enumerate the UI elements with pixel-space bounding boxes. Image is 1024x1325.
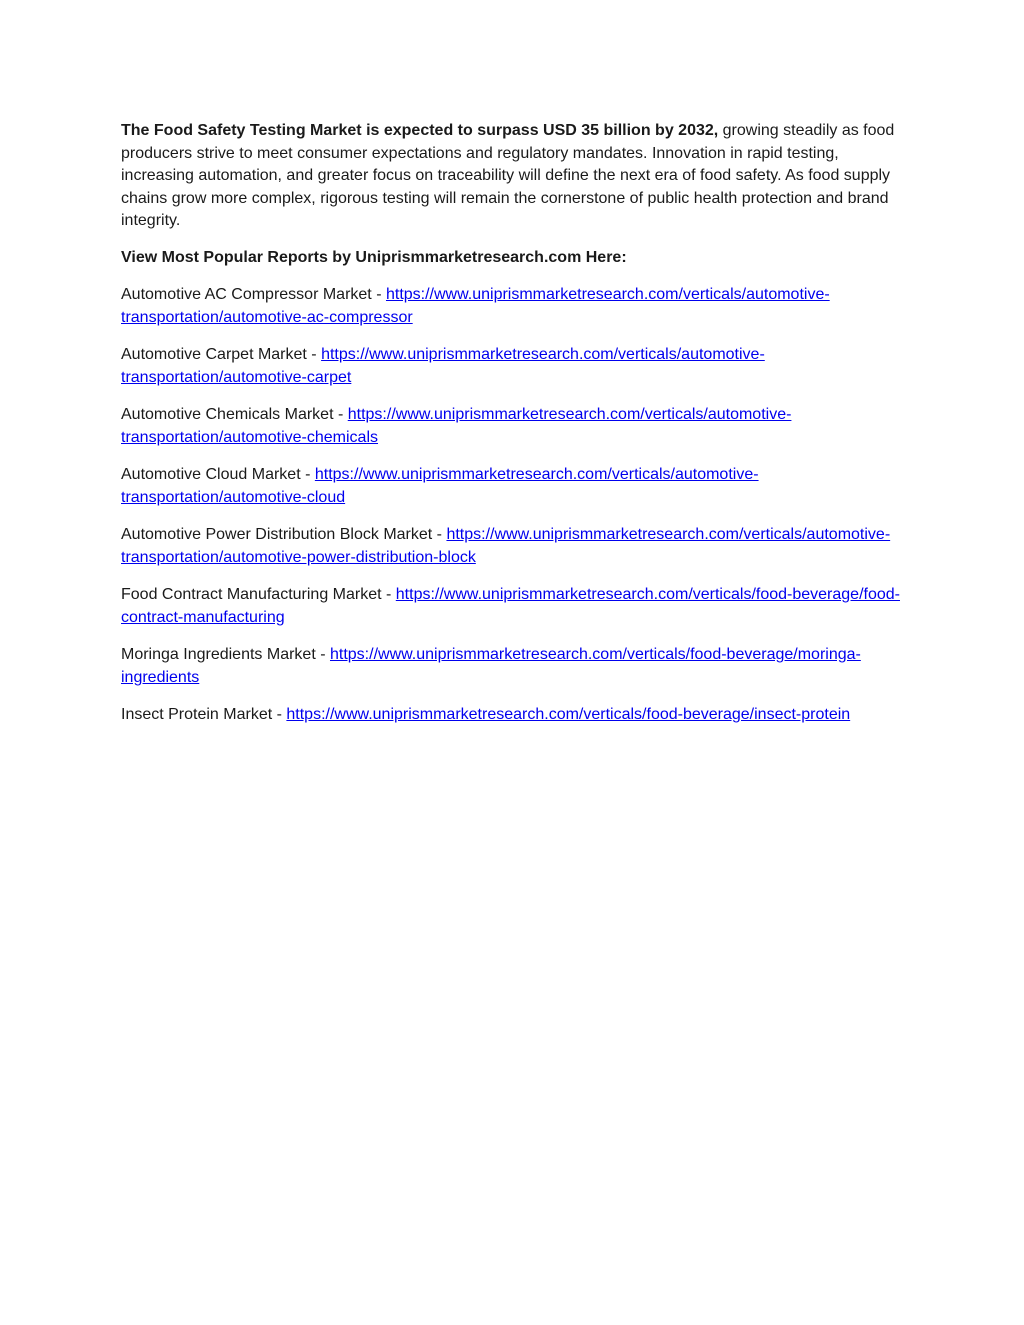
report-name: Insect Protein Market - bbox=[121, 706, 287, 723]
intro-paragraph bbox=[121, 120, 911, 233]
intro-body-text: growing steadily as food producers strive to meet consumer expectations and regulatory mandates. Innovation in rapid testing, increasing automation, and greater focus on traceability will define the next era of food safety. As food supply chains grow more complex, rigorous testing will remain the cornerstone of public health protection and brand integrity. bbox=[121, 122, 895, 229]
reports-list bbox=[121, 284, 911, 727]
report-name: Automotive Power Distribution Block Market - bbox=[121, 526, 447, 543]
report-name: Food Contract Manufacturing Market - bbox=[121, 586, 396, 603]
report-item-automotive-chemicals bbox=[121, 404, 911, 449]
reports-heading: View Most Popular Reports by Uniprismmarketresearch.com Here: bbox=[121, 248, 627, 266]
report-item-automotive-ac-compressor bbox=[121, 284, 911, 329]
report-link[interactable]: https://www.uniprismmarketresearch.com/verticals/food-beverage/food-contract-manufacturing bbox=[121, 586, 900, 626]
report-item-automotive-cloud bbox=[121, 464, 911, 509]
report-item-automotive-power-distribution-block bbox=[121, 524, 911, 569]
report-link[interactable]: https://www.uniprismmarketresearch.com/verticals/automotive-transportation/automotive-cloud bbox=[121, 466, 759, 506]
report-item-automotive-carpet bbox=[121, 344, 911, 389]
report-link[interactable]: https://www.uniprismmarketresearch.com/verticals/food-beverage/moringa-ingredients bbox=[121, 646, 861, 686]
report-link[interactable]: https://www.uniprismmarketresearch.com/verticals/automotive-transportation/automotive-power-distribution-block bbox=[121, 526, 891, 566]
report-link[interactable]: https://www.uniprismmarketresearch.com/verticals/food-beverage/insect-protein bbox=[286, 706, 851, 723]
report-name: Automotive Cloud Market - bbox=[121, 466, 315, 483]
report-name: Moringa Ingredients Market - bbox=[121, 646, 330, 663]
report-link[interactable]: https://www.uniprismmarketresearch.com/verticals/automotive-transportation/automotive-ac-compressor bbox=[121, 286, 830, 326]
report-link[interactable]: https://www.uniprismmarketresearch.com/verticals/automotive-transportation/automotive-carpet bbox=[121, 346, 765, 386]
report-name: Automotive Chemicals Market - bbox=[121, 406, 348, 423]
document-page bbox=[121, 120, 911, 742]
report-link[interactable]: https://www.uniprismmarketresearch.com/verticals/automotive-transportation/automotive-chemicals bbox=[121, 406, 792, 446]
report-name: Automotive AC Compressor Market - bbox=[121, 286, 386, 303]
report-item-moringa-ingredients bbox=[121, 644, 911, 689]
report-item-insect-protein bbox=[121, 704, 911, 727]
report-item-food-contract-manufacturing bbox=[121, 584, 911, 629]
intro-bold-lead: The Food Safety Testing Market is expected to surpass USD 35 billion by 2032, bbox=[121, 122, 719, 139]
report-name: Automotive Carpet Market - bbox=[121, 346, 322, 363]
